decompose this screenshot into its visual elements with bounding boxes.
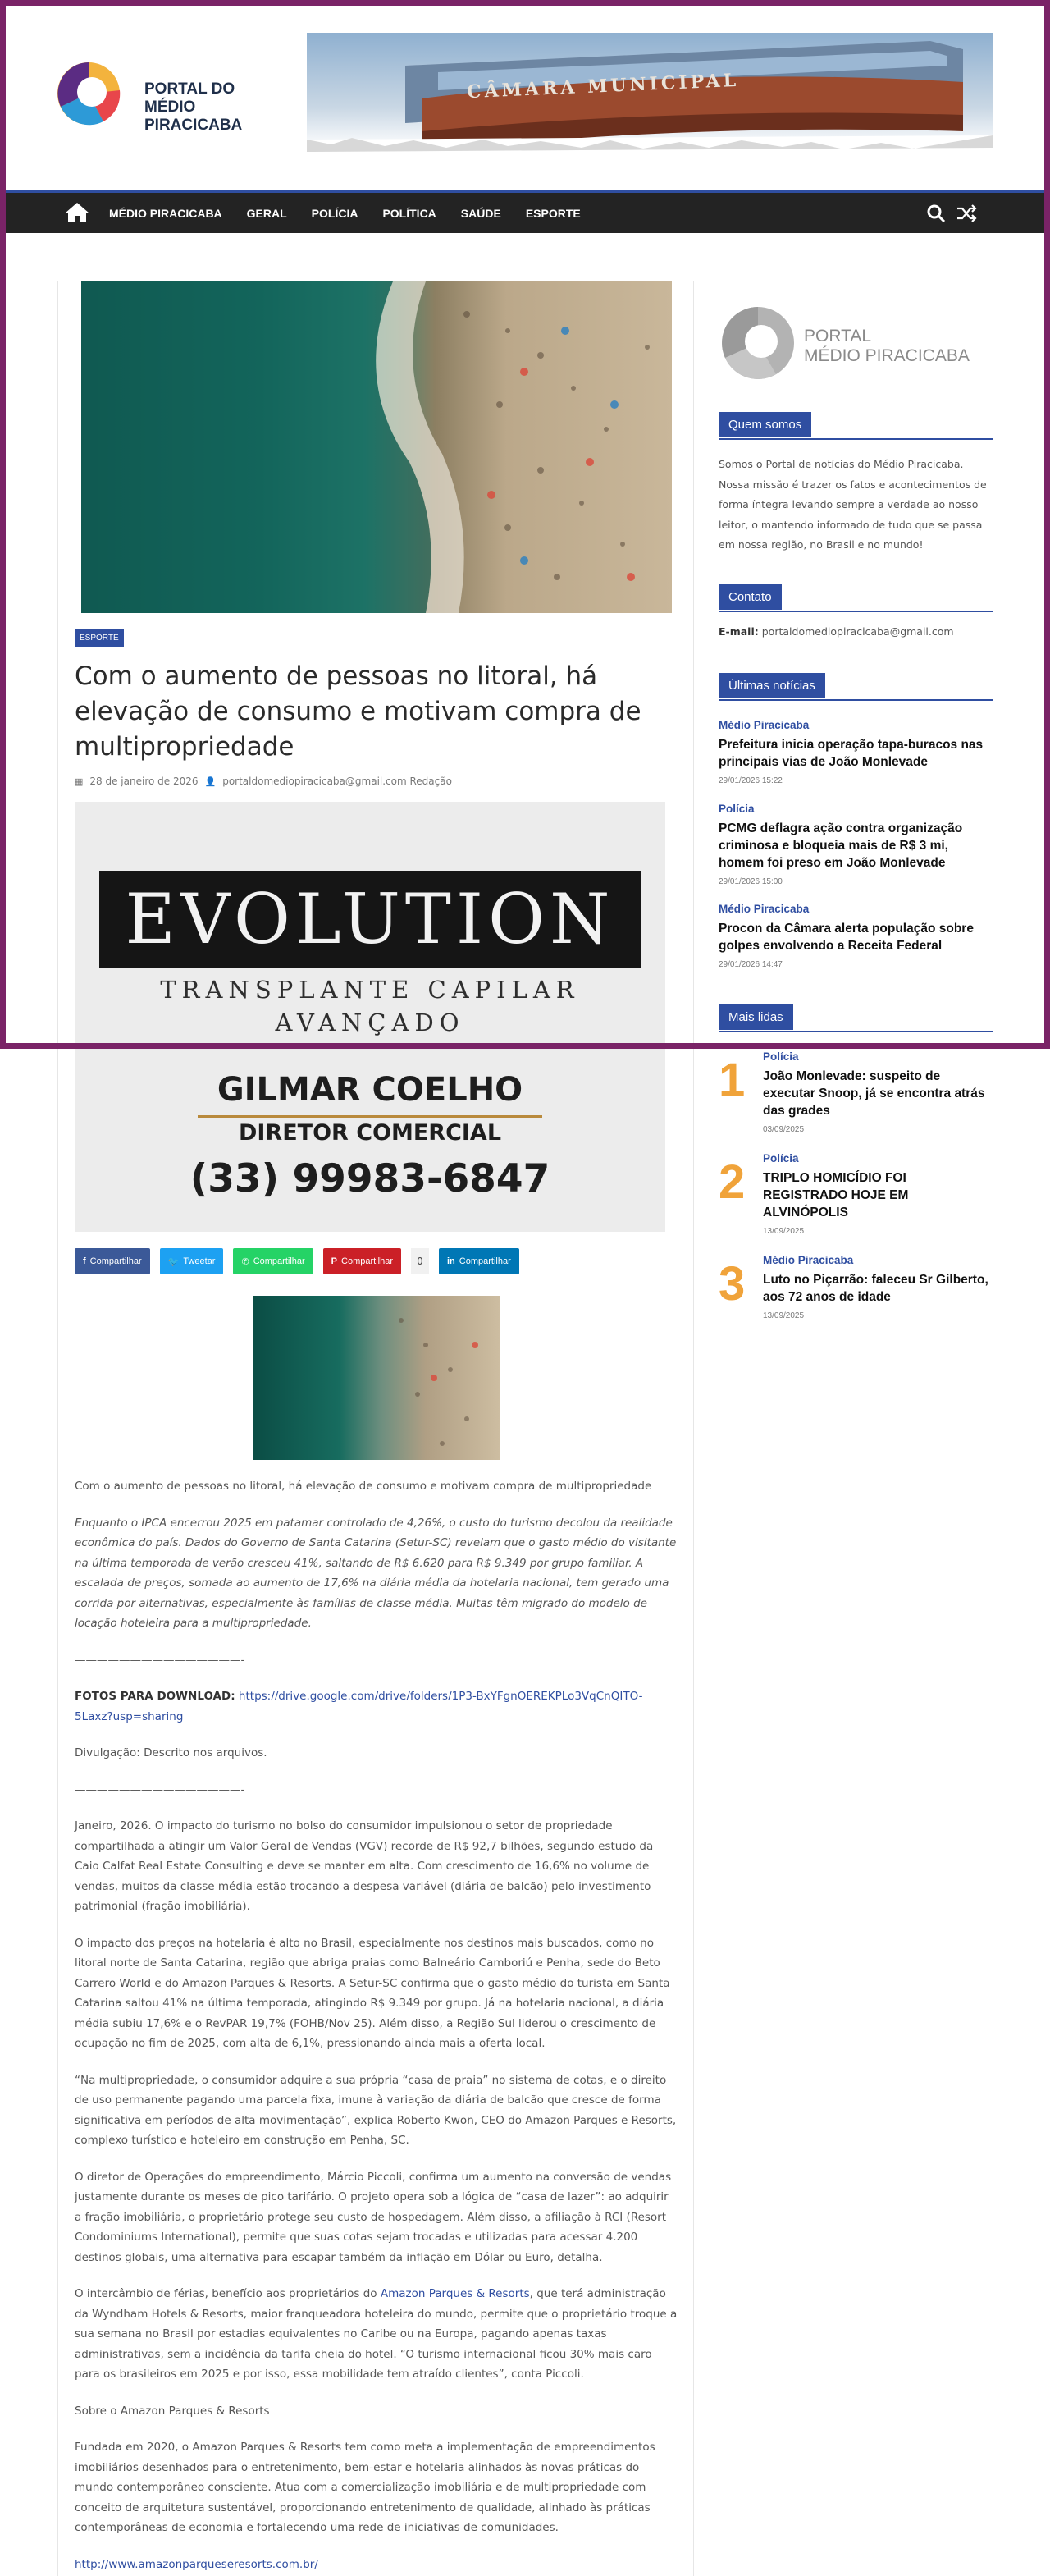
popular-rank: 2	[719, 1155, 746, 1209]
paragraph-text: , que terá administração da Wyndham Hotels & Resorts, maior franqueadora hoteleira do mundo, permite que o proprietário troque a sua semana no Brasil por estadias equivalentes no Caribe ou na Europa, pagando apenas taxas administrativas, sem a incidência da tarifa cheia do hotel. “O turismo internacional ficou 30% mais caro para os brasileiros em 2025 e por isso, essa mobilidade tem atraído clientes”, conta Piccoli.	[75, 2287, 678, 2381]
share-buttons	[75, 1248, 519, 1274]
nav-item-politica[interactable]: POLÍTICA	[382, 206, 436, 220]
twitter-share-label: Tweetar	[183, 1256, 216, 1266]
about-text: Somos o Portal de notícias do Médio Piracicaba. Nossa missão é trazer os fatos e acontecimentos de forma íntegra levando sempre a verdade ao nosso leitor, o mantendo informado de tudo que se passa em nossa região, no Brasil e no mundo!	[719, 458, 987, 551]
sidebar-logo-mark	[719, 304, 797, 382]
photos-download-link[interactable]: https://drive.google.com/drive/folders/1P3-BxYFgnOEREKPLo3VqCnQITO-5Laxz?usp=sharing	[75, 1690, 643, 1723]
article-paragraph	[75, 2284, 678, 2385]
latest-news-item[interactable]	[719, 903, 993, 969]
popular-rank: 1	[719, 1054, 746, 1107]
article-container	[57, 281, 694, 2576]
popular-widget-title	[719, 1004, 993, 1032]
ad-brand-block	[99, 871, 641, 968]
nav-menu	[109, 193, 605, 233]
nav-item-medio-piracicaba[interactable]: MÉDIO PIRACICABA	[109, 206, 222, 220]
linkedin-share-label: Compartilhar	[459, 1256, 511, 1266]
news-category[interactable]: Polícia	[763, 1152, 799, 1164]
popular-item-body	[763, 1152, 993, 1236]
site-logo[interactable]	[54, 57, 292, 134]
nav-item-policia[interactable]: POLÍCIA	[311, 206, 358, 220]
news-title[interactable]: PCMG deflagra ação contra organização criminosa e bloqueia mais de R$ 3 mi, homem foi preso em João Monlevade	[719, 821, 963, 870]
news-category[interactable]: Médio Piracicaba	[719, 719, 810, 731]
pinterest-share-label: Compartilhar	[341, 1256, 393, 1266]
ad-brand: EVOLUTION	[125, 879, 615, 959]
popular-item-body	[763, 1254, 993, 1320]
article-body	[75, 1476, 678, 2576]
site-logo-line2: MÉDIO PIRACICABA	[144, 98, 243, 134]
popular-rank: 3	[719, 1257, 746, 1311]
article-paragraph: O diretor de Operações do empreendimento, Márcio Piccoli, confirma um aumento na conversão de vendas justamente durante os meses de pico tarifário. O projeto opera sob a lógica de “casa de lazer”: ao adquirir a fração imobiliária, o proprietário protege seu custo de hospedagem. Além disso, a afiliação à RCI (Resort Condominiums International), permite que suas cotas sejam trocadas e utilizadas para acessar 4.200 destinos globais, uma alternativa para escapar também da inflação em Dólar ou Euro, detalha.	[75, 2170, 672, 2264]
banner-title: CÂMARA MUNICIPAL	[466, 69, 740, 103]
article-paragraph: “Na multipropriedade, o consumidor adquire a sua própria “casa de praia” no sistema de cotas, e o direito de uso permanente pagando uma parcela fixa, imune à variação da diária de balcão que cresce de forma significativa em períodos de alta movimentação”, explica Roberto Kwon, CEO do Amazon Parques e Resorts, complexo turístico e hoteleiro em construção em Penha, SC.	[75, 2073, 677, 2147]
user-icon: 👤	[204, 776, 217, 787]
ad-contact-role: DIRETOR COMERCIAL	[238, 1120, 502, 1146]
nav-item-saude[interactable]: SAÚDE	[460, 206, 501, 220]
beach-aerial-illustration	[81, 281, 672, 613]
contact-widget-label: Contato	[719, 584, 782, 610]
news-category[interactable]: Médio Piracicaba	[763, 1254, 854, 1266]
popular-item-body	[763, 1050, 993, 1134]
linkedin-share-button[interactable]	[439, 1248, 519, 1274]
facebook-share-button[interactable]	[75, 1248, 150, 1274]
evolution-ad-banner[interactable]	[75, 802, 665, 1232]
news-date: 03/09/2025	[763, 1125, 805, 1134]
article-title: Com o aumento de pessoas no litoral, há elevação de consumo e motivam compra de multipropriedade	[75, 661, 641, 762]
nav-item-geral[interactable]: GERAL	[246, 206, 287, 220]
disclosure-text: Divulgação: Descrito nos arquivos.	[75, 1746, 267, 1759]
latest-news-item[interactable]	[719, 719, 993, 785]
home-icon[interactable]	[63, 201, 91, 224]
pinterest-share-count: 0	[411, 1248, 429, 1274]
article-meta	[75, 776, 452, 787]
ad-contact-name: GILMAR COELHO	[217, 1071, 523, 1109]
contact-email-label: E-mail:	[719, 625, 759, 638]
news-date: 29/01/2026 14:47	[719, 960, 783, 969]
image-caption: Com o aumento de pessoas no litoral, há elevação de consumo e motivam compra de multipropriedade	[75, 1480, 652, 1493]
search-icon[interactable]	[926, 204, 946, 223]
news-date: 13/09/2025	[763, 1227, 805, 1236]
news-title[interactable]: TRIPLO HOMICÍDIO FOI REGISTRADO HOJE EM ALVINÓPOLIS	[763, 1171, 909, 1219]
sidebar-logo-text	[804, 327, 970, 366]
photos-download	[75, 1686, 678, 1727]
amazon-parques-link[interactable]: Amazon Parques & Resorts	[380, 2287, 530, 2300]
news-date: 29/01/2026 15:00	[719, 877, 783, 886]
paragraph-text: O intercâmbio de férias, benefício aos proprietários do	[75, 2287, 381, 2300]
about-widget-title	[719, 412, 993, 440]
ad-tagline-1: TRANSPLANTE CAPILAR	[160, 976, 580, 1004]
company-website-link[interactable]: http://www.amazonparqueseresorts.com.br/	[75, 2557, 318, 2571]
calendar-icon: ▦	[75, 776, 84, 787]
contact-widget-title	[719, 584, 993, 612]
latest-news-widget-label: Últimas notícias	[719, 673, 825, 698]
linkedin-icon: in	[446, 1256, 455, 1266]
category-badge[interactable]: ESPORTE	[75, 629, 124, 647]
shuffle-icon[interactable]	[956, 204, 977, 223]
ad-divider	[198, 1115, 542, 1118]
site-header	[0, 0, 1050, 190]
latest-news-item[interactable]	[719, 803, 993, 886]
contact-info	[719, 625, 954, 638]
main-navigation	[6, 190, 1044, 233]
whatsapp-share-label: Compartilhar	[253, 1256, 305, 1266]
news-title[interactable]: João Monlevade: suspeito de executar Snoop, já se encontra atrás das grades	[763, 1069, 985, 1118]
sidebar-logo-line1: PORTAL	[804, 327, 872, 345]
nav-item-esporte[interactable]: ESPORTE	[525, 206, 581, 220]
news-date: 13/09/2025	[763, 1311, 805, 1320]
article-inline-image[interactable]	[253, 1296, 500, 1460]
site-logo-line1: PORTAL DO	[144, 80, 235, 98]
ad-phone: (33) 99983-6847	[189, 1156, 550, 1201]
whatsapp-icon: ✆	[241, 1256, 249, 1267]
pinterest-icon: P	[331, 1256, 338, 1266]
header-banner[interactable]	[307, 33, 993, 169]
twitter-icon: 🐦	[167, 1256, 180, 1267]
news-category[interactable]: Polícia	[719, 803, 755, 815]
article-paragraph: Fundada em 2020, o Amazon Parques & Resorts tem como meta a implementação de empreendimentos imobiliários desenhados para o entretenimento, bem-estar e hotelaria alinhados às novas práticas do mundo contemporâneo consciente. Atua com a comercialização imobiliária e de multipropriedade com conceito de arquitetura sustentável, proporcionando entretenimento de qualidade, alinhado às práticas contemporâneas de economia e fortalecendo uma rede de iniciativas de comunidades.	[75, 2441, 655, 2534]
about-company-heading: Sobre o Amazon Parques & Resorts	[75, 2404, 270, 2418]
article-hero-image[interactable]	[81, 281, 672, 613]
article-paragraph: Janeiro, 2026. O impacto do turismo no bolso do consumidor impulsionou o setor de propriedade compartilhada a atingir um Valor Geral de Vendas (VGV) recorde de R$ 92,7 bilhões, segundo estudo da Caio Calfat Real Estate Consulting e deve se manter em alta. Com crescimento de 16,6% no volume de vendas, muitos da classe média estão trocando a despesa variável (diária de balcão) pelo investimento patrimonial (fração imobiliária).	[75, 1819, 654, 1913]
ad-tagline-2: AVANÇADO	[275, 1009, 465, 1036]
news-category[interactable]: Polícia	[763, 1050, 799, 1063]
sidebar-logo-line2: MÉDIO PIRACICABA	[804, 346, 970, 365]
whatsapp-share-button[interactable]	[233, 1248, 313, 1274]
facebook-icon: f	[83, 1256, 86, 1266]
article-lead: Enquanto o IPCA encerrou 2025 em patamar controlado de 4,26%, o custo do turismo decolou da realidade econômica do país. Dados do Governo de Santa Catarina (Setur-SC) revelam que o gasto médio do visitante na última temporada de verão cresceu 41%, saltando de R$ 6.620 para R$ 9.349 por grupo familiar. A escalada de preços, somada ao aumento de 17,6% na diária média da hotelaria nacional, tem gerado uma corrida por alternativas, especialmente às famílias de classe média. Muitas têm migrado do modelo de locação hoteleira para a multipropriedade.	[75, 1516, 677, 1630]
separator-line: ———————————————-	[75, 1653, 245, 1667]
beach-thumbnail-illustration	[253, 1296, 500, 1460]
news-title[interactable]: Prefeitura inicia operação tapa-buracos nas principais vias de João Monlevade	[719, 738, 984, 769]
site-logo-mark	[54, 57, 128, 131]
sidebar-logo[interactable]	[719, 304, 993, 394]
latest-news-widget-title	[719, 673, 993, 701]
news-title[interactable]: Procon da Câmara alerta população sobre golpes envolvendo a Receita Federal	[719, 922, 974, 953]
separator-line: ———————————————-	[75, 1782, 245, 1796]
contact-email[interactable]: portaldomediopiracicaba@gmail.com	[761, 625, 954, 638]
article-author[interactable]: portaldomediopiracicaba@gmail.com Redação	[222, 776, 452, 787]
facebook-share-label: Compartilhar	[89, 1256, 142, 1266]
about-widget-label: Quem somos	[719, 412, 811, 437]
news-title[interactable]: Luto no Piçarrão: faleceu Sr Gilberto, aos 72 anos de idade	[763, 1273, 988, 1304]
twitter-share-button[interactable]	[160, 1248, 224, 1274]
article-paragraph: O impacto dos preços na hotelaria é alto no Brasil, especialmente nos destinos mais buscados, como no litoral norte de Santa Catarina, região que abriga praias como Balneário Camboriú e Penha, sede do Beto Carrero World e do Amazon Parques & Resorts. A Setur-SC confirma que o gasto médio do turista em Santa Catarina saltou 41% na última temporada, atingindo R$ 9.349 por grupo. Já na hotelaria nacional, a diária média subiu 17,6% e o RevPAR 19,7% (FOHB/Nov 25). Além disso, a Região Sul liderou o crescimento de ocupação no fim de 2025, com alta de 6,1%, pressionando ainda mais a oferta local.	[75, 1936, 670, 2050]
article-date[interactable]: 28 de janeiro de 2026	[89, 776, 199, 787]
news-category[interactable]: Médio Piracicaba	[719, 903, 810, 915]
photos-download-label: FOTOS PARA DOWNLOAD:	[75, 1690, 235, 1703]
site-logo-text	[144, 80, 292, 135]
news-date: 29/01/2026 15:22	[719, 776, 783, 785]
popular-widget-label: Mais lidas	[719, 1004, 793, 1030]
pinterest-share-button[interactable]	[323, 1248, 401, 1274]
banner-building-illustration	[307, 33, 993, 169]
